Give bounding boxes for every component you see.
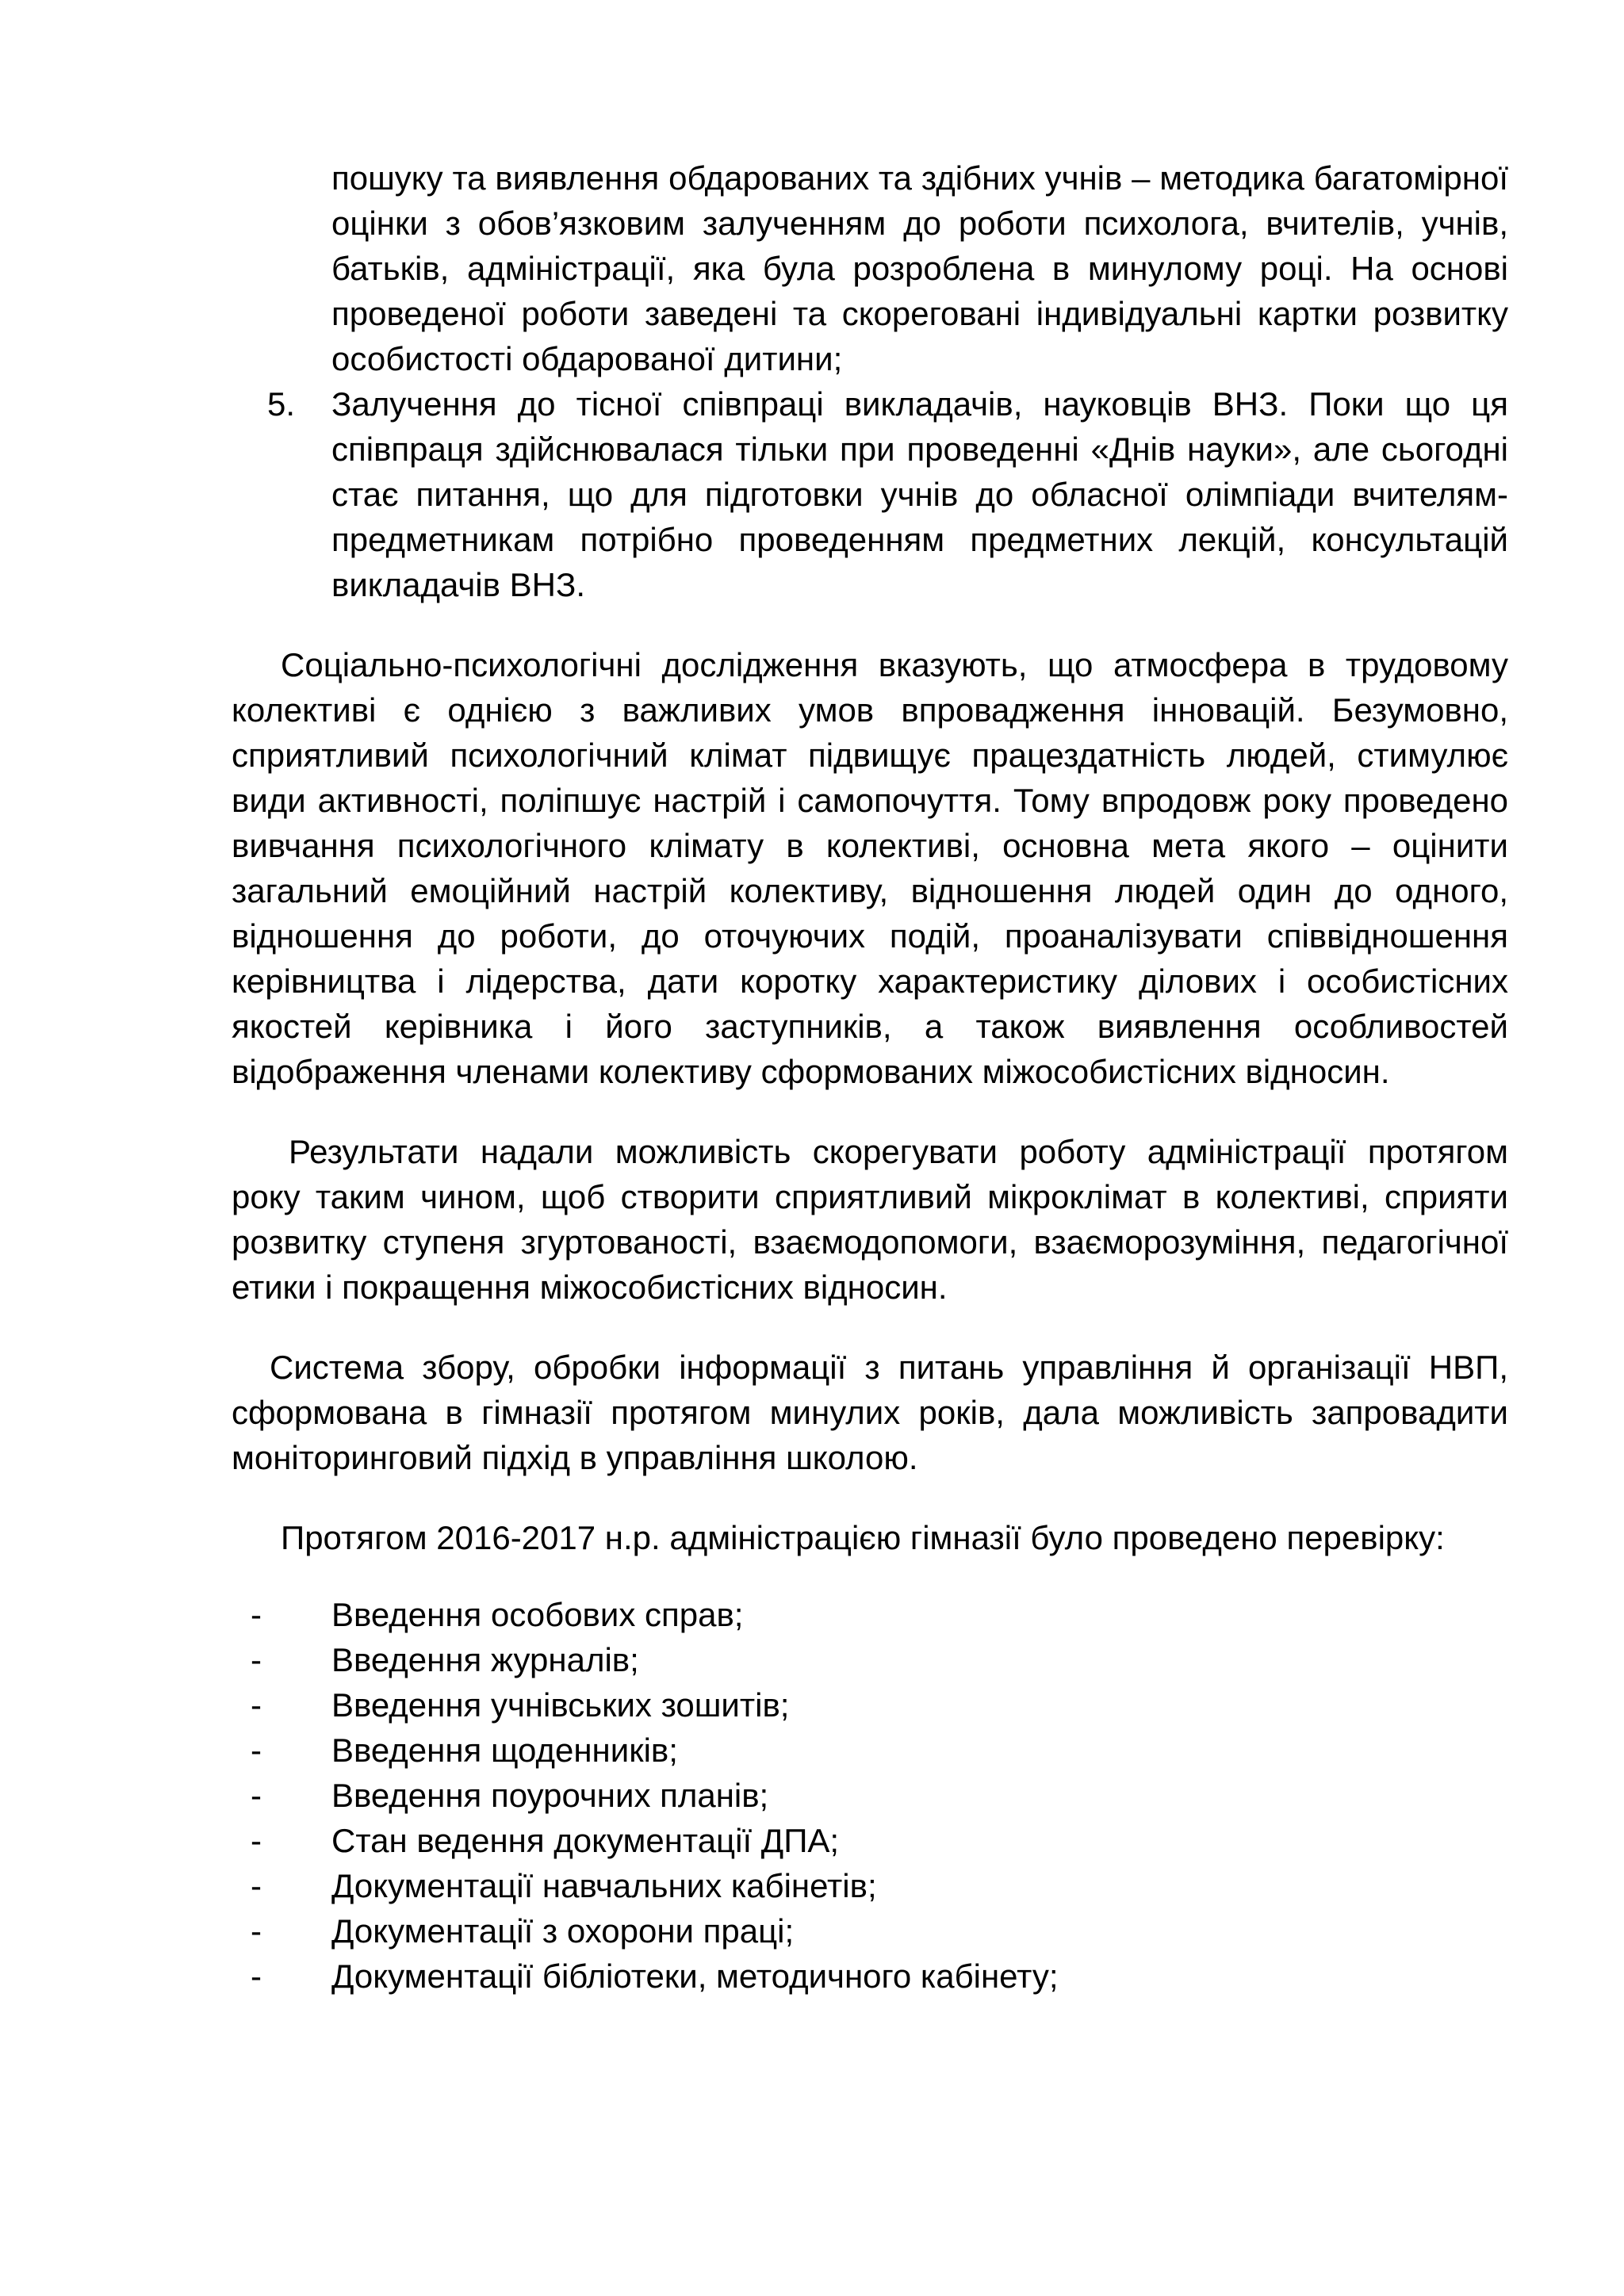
list-item-text: Залучення до тісної співпраці викладачів, науковців ВНЗ. Поки що ця співпраця здійснювалася тільки при проведенні «Днів науки», але сьогодні стає питання, що для підготовки учнів до обласної олімпіади вчителям-предметникам потрібно проведенням предметних лекцій, консультацій викладачів ВНЗ. bbox=[331, 385, 1508, 603]
list-item-text: Документації бібліотеки, методичного кабінету; bbox=[331, 1957, 1059, 1995]
inspection-list bbox=[232, 1592, 1508, 1999]
list-item bbox=[251, 1908, 1508, 1954]
paragraph-monitoring-system: Система збору, обробки інформації з питань управління й організації НВП, сформована в гімназії протягом минулих років, дала можливість запровадити моніторинговий підхід в управління школою. bbox=[232, 1349, 1508, 1476]
list-item bbox=[251, 1863, 1508, 1908]
list-item-text: Документації навчальних кабінетів; bbox=[331, 1867, 877, 1904]
list-item-text: Документації з охорони праці; bbox=[331, 1912, 795, 1950]
list-item bbox=[251, 1682, 1508, 1728]
list-item bbox=[251, 1954, 1508, 1999]
list-item-text: Введення учнівських зошитів; bbox=[331, 1686, 790, 1724]
numbered-list-item bbox=[266, 381, 1508, 607]
list-item-text: Введення щоденників; bbox=[331, 1732, 678, 1769]
document-page bbox=[232, 155, 1508, 1999]
list-marker: - bbox=[251, 1867, 262, 1904]
list-item-number: 5. bbox=[266, 385, 295, 423]
list-item bbox=[251, 1773, 1508, 1818]
list-marker: - bbox=[251, 1686, 262, 1724]
list-marker: - bbox=[251, 1822, 262, 1859]
list-item-text: Введення поурочних планів; bbox=[331, 1777, 769, 1814]
list-marker: - bbox=[251, 1641, 262, 1678]
list-marker: - bbox=[251, 1957, 262, 1995]
list-item-text: Введення особових справ; bbox=[331, 1596, 744, 1633]
list-item bbox=[251, 1728, 1508, 1773]
paragraph-results: Результати надали можливість скорегувати роботу адміністрації протягом року таким чином, щоб створити сприятливий мікроклімат в колективі, сприяти розвитку ступеня згуртованості, взаємодопомоги, взаєморозуміння, педагогічної етики і покращення міжособистісних відносин. bbox=[232, 1133, 1508, 1306]
list-item bbox=[251, 1637, 1508, 1682]
list-item-text: Введення журналів; bbox=[331, 1641, 639, 1678]
list-marker: - bbox=[251, 1777, 262, 1814]
list-marker: - bbox=[251, 1596, 262, 1633]
paragraph-inspection-intro: Протягом 2016-2017 н.р. адміністрацією гімназії було проведено перевірку: bbox=[281, 1519, 1445, 1556]
list-item bbox=[251, 1818, 1508, 1863]
list-item bbox=[251, 1592, 1508, 1637]
list-item-text: Стан ведення документації ДПА; bbox=[331, 1822, 840, 1859]
list-item-continuation: пошуку та виявлення обдарованих та здібних учнів – методика багатомірної оцінки з обов’язковим залученням до роботи психолога, вчителів, учнів, батьків, адміністрації, яка була розроблена в минулому році. На основі проведеної роботи заведені та скореговані індивідуальні картки розвитку особистості обдарованої дитини; bbox=[331, 159, 1508, 377]
list-marker: - bbox=[251, 1732, 262, 1769]
paragraph-psychological-climate: Соціально-психологічні дослідження вказують, що атмосфера в трудовому колективі є однією з важливих умов впровадження інновацій. Безумовно, сприятливий психологічний клімат підвищує працездатність людей, стимулює види активності, поліпшує настрій і самопочуття. Тому впродовж року проведено вивчання психологічного клімату в колективі, основна мета якого – оцінити загальний емоційний настрій колективу, відношення людей один до одного, відношення до роботи, до оточуючих подій, проаналізувати співвідношення керівництва і лідерства, дати коротку характеристику ділових і особистісних якостей керівника і його заступників, а також виявлення особливостей відображення членами колективу сформованих міжособистісних відносин. bbox=[232, 646, 1508, 1090]
list-marker: - bbox=[251, 1912, 262, 1950]
